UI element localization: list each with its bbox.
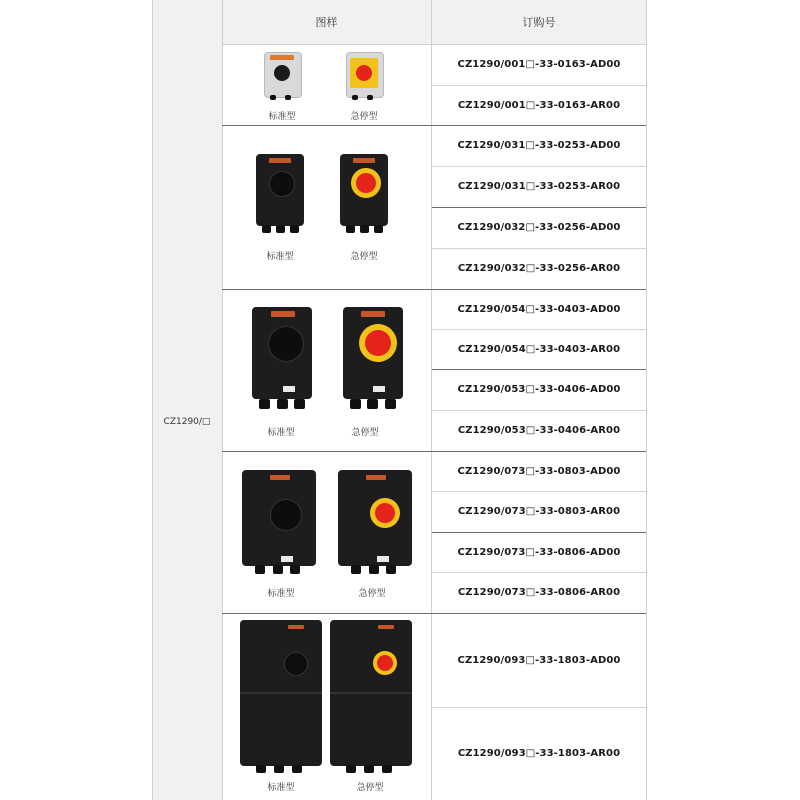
order-code: CZ1290/032□-33-0256-AD00 xyxy=(457,222,621,233)
order-code: CZ1290/001□-33-0163-AD00 xyxy=(457,59,621,70)
order-code: CZ1290/032□-33-0256-AR00 xyxy=(457,263,621,274)
order-code: CZ1290/073□-33-0806-AD00 xyxy=(457,546,621,558)
grid-line xyxy=(222,0,223,800)
header-image-label: 图样 xyxy=(315,16,338,29)
caption-standard: 标准型 xyxy=(267,428,295,438)
order-code: CZ1290/073□-33-0806-AR00 xyxy=(457,587,621,598)
header-order-column xyxy=(432,0,646,45)
caption-emergency: 急停型 xyxy=(358,589,386,599)
grid-line xyxy=(646,0,647,800)
header-image-column xyxy=(222,0,431,45)
order-code: CZ1290/054□-33-0403-AR00 xyxy=(457,343,621,355)
caption-standard: 标准型 xyxy=(267,783,295,793)
order-code: CZ1290/073□-33-0803-AD00 xyxy=(457,465,621,477)
header-order-label: 订购号 xyxy=(522,16,556,29)
grid-line xyxy=(152,0,153,800)
caption-emergency: 急停型 xyxy=(350,252,378,262)
order-code: CZ1290/001□-33-0163-AR00 xyxy=(457,99,621,111)
order-code: CZ1290/093□-33-1803-AD00 xyxy=(457,654,621,666)
order-code: CZ1290/053□-33-0406-AR00 xyxy=(457,425,621,436)
order-code: CZ1290/054□-33-0403-AD00 xyxy=(457,303,621,315)
order-code: CZ1290/093□-33-1803-AR00 xyxy=(457,748,621,759)
seam xyxy=(330,692,412,694)
caption-emergency: 急停型 xyxy=(356,783,384,793)
model-label: CZ1290/□ xyxy=(163,417,211,427)
model-cell xyxy=(152,44,222,800)
caption-emergency: 急停型 xyxy=(351,428,379,438)
order-code: CZ1290/073□-33-0803-AR00 xyxy=(457,506,621,517)
caption-emergency: 急停型 xyxy=(350,112,378,122)
order-code: CZ1290/031□-33-0253-AD00 xyxy=(457,140,621,151)
caption-standard: 标准型 xyxy=(266,252,294,262)
order-code: CZ1290/053□-33-0406-AD00 xyxy=(457,384,621,395)
caption-standard: 标准型 xyxy=(268,112,296,122)
order-code: CZ1290/031□-33-0253-AR00 xyxy=(457,181,621,192)
caption-standard: 标准型 xyxy=(267,589,295,599)
seam xyxy=(240,692,322,694)
header-blank-cell xyxy=(152,0,222,45)
